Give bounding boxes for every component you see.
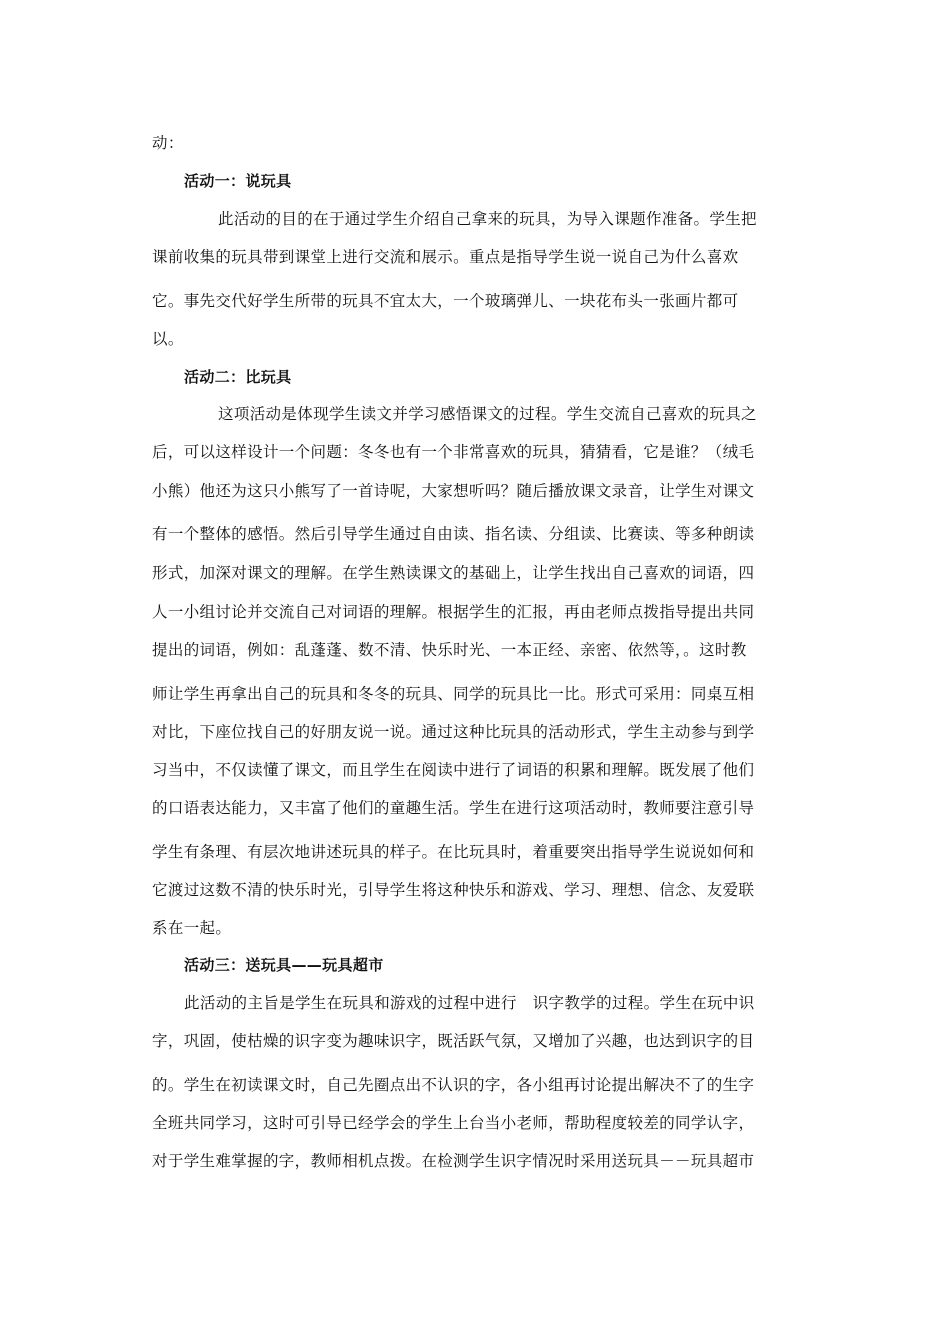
section-heading: 活动一：说玩具 xyxy=(184,172,292,190)
text-line: 习当中，不仅读懂了课文，而且学生在阅读中进行了词语的积累和理解。既发展了他们 xyxy=(152,761,755,779)
text-line: 动： xyxy=(152,134,184,152)
text-line: 系在一起。 xyxy=(152,919,232,937)
paragraph-first-line: 此活动的主旨是学生在玩具和游戏的过程中进行 识字教学的过程。学生在玩中识 xyxy=(184,994,755,1012)
text-line: 的。学生在初读课文时，自己先圈点出不认识的字，各小组再讨论提出解决不了的生字 xyxy=(152,1076,755,1094)
text-line: 小熊）他还为这只小熊写了一首诗呢，大家想听吗？随后播放课文录音，让学生对课文 xyxy=(152,482,755,500)
text-line: 对于学生难掌握的字，教师相机点拨。在检测学生识字情况时采用送玩具－－玩具超市 xyxy=(152,1152,755,1170)
text-line: 它渡过这数不清的快乐时光，引导学生将这种快乐和游戏、学习、理想、信念、友爱联 xyxy=(152,881,755,899)
text-line: 全班共同学习，这时可引导已经学会的学生上台当小老师，帮助程度较差的同学认字， xyxy=(152,1114,755,1132)
text-line: 有一个整体的感悟。然后引导学生通过自由读、指名读、分组读、比赛读、等多种朗读 xyxy=(152,525,755,543)
section-heading: 活动二：比玩具 xyxy=(184,368,292,386)
text-line: 课前收集的玩具带到课堂上进行交流和展示。重点是指导学生说一说自己为什么喜欢 xyxy=(152,248,739,266)
text-line: 师让学生再拿出自己的玩具和冬冬的玩具、同学的玩具比一比。形式可采用：同桌互相 xyxy=(152,685,755,703)
text-line: 的口语表达能力，又丰富了他们的童趣生活。学生在进行这项活动时，教师要注意引导 xyxy=(152,799,755,817)
section-heading: 活动三：送玩具——玩具超市 xyxy=(184,956,384,974)
text-line: 它。事先交代好学生所带的玩具不宜太大，一个玻璃弹儿、一块花布头一张画片都可 xyxy=(152,292,739,310)
text-line: 提出的词语，例如：乱蓬蓬、数不清、快乐时光、一本正经、亲密、依然等，。这时教 xyxy=(152,641,747,659)
text-line: 字，巩固，使枯燥的识字变为趣味识字，既活跃气氛，又增加了兴趣，也达到识字的目 xyxy=(152,1032,755,1050)
text-line: 对比，下座位找自己的好朋友说一说。通过这种比玩具的活动形式，学生主动参与到学 xyxy=(152,723,755,741)
text-line: 人一小组讨论并交流自己对词语的理解。根据学生的汇报，再由老师点拨指导提出共同 xyxy=(152,603,755,621)
text-line: 以。 xyxy=(152,330,184,348)
text-line: 形式，加深对课文的理解。在学生熟读课文的基础上，让学生找出自己喜欢的词语，四 xyxy=(152,564,755,582)
text-line: 后，可以这样设计一个问题：冬冬也有一个非常喜欢的玩具，猜猜看，它是谁？（绒毛 xyxy=(152,443,755,461)
paragraph-first-line: 这项活动是体现学生读文并学习感悟课文的过程。学生交流自己喜欢的玩具之 xyxy=(218,405,757,423)
paragraph-first-line: 此活动的目的在于通过学生介绍自己拿来的玩具，为导入课题作准备。学生把 xyxy=(218,210,757,228)
text-line: 学生有条理、有层次地讲述玩具的样子。在比玩具时，着重要突出指导学生说说如何和 xyxy=(152,843,755,861)
